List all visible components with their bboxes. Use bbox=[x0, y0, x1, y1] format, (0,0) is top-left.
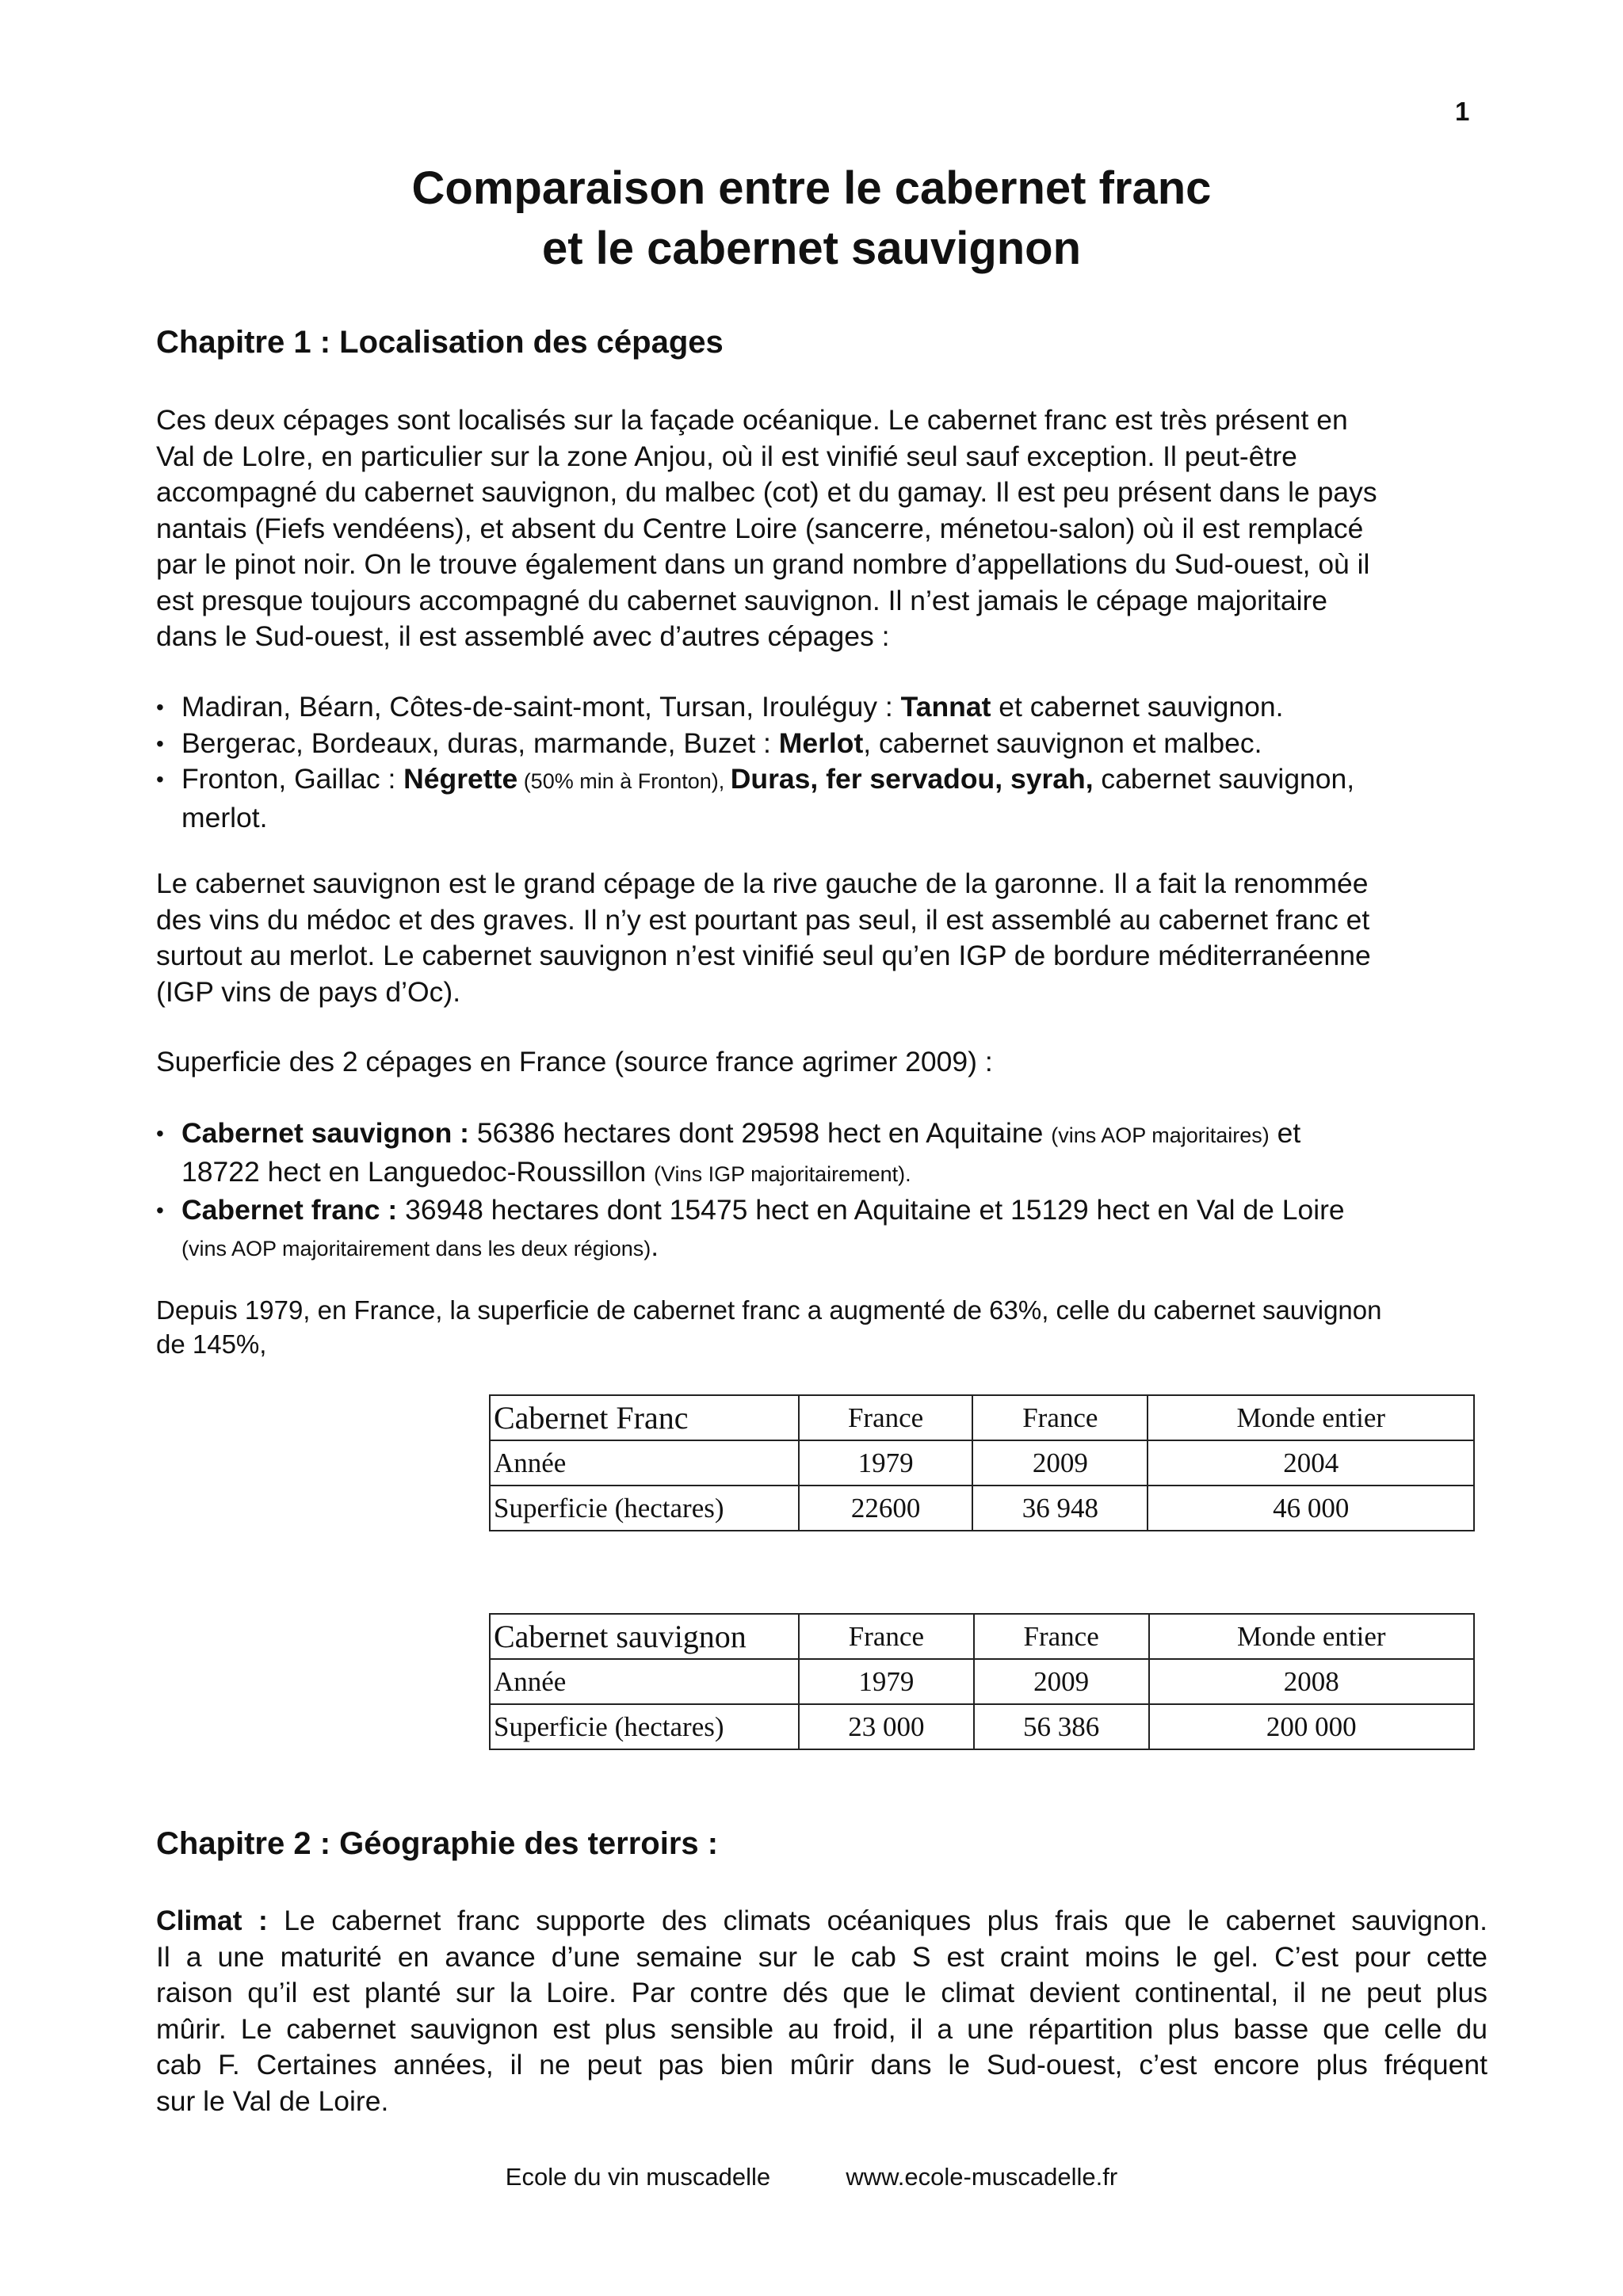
table-cell: 2009 bbox=[972, 1440, 1148, 1486]
text-line: accompagné du cabernet sauvignon, du malbec (cot) et du gamay. Il est peu présent dans le pays bbox=[156, 476, 1377, 508]
table-cell: 56 386 bbox=[974, 1704, 1149, 1749]
climat-paragraph bbox=[156, 1903, 1487, 2119]
text-line: surtout au merlot. Le cabernet sauvignon n’est vinifié seul qu’en IGP de bordure méditerranéenne bbox=[156, 940, 1371, 971]
footer-school: Ecole du vin muscadelle bbox=[505, 2163, 771, 2191]
table-cell: 2009 bbox=[974, 1659, 1149, 1704]
table-header-row bbox=[490, 1614, 1474, 1659]
chapter-2-heading: Chapitre 2 : Géographie des terroirs : bbox=[156, 1826, 719, 1861]
table-row bbox=[490, 1486, 1474, 1531]
page-footer bbox=[0, 2163, 1623, 2191]
list-item: • Fronton, Gaillac : Négrette (50% min à Fronton), Duras, fer servadou, syrah, cabernet sauvignon, merlot. bbox=[156, 761, 1503, 836]
chapter-1-intro bbox=[156, 402, 1487, 655]
evolution-note bbox=[156, 1293, 1480, 1361]
list-item: • Bergerac, Bordeaux, duras, marmande, Buzet : Merlot, cabernet sauvignon et malbec. bbox=[156, 726, 1503, 762]
table-cell: 2004 bbox=[1148, 1440, 1474, 1486]
page-number: 1 bbox=[1455, 97, 1470, 126]
text-line: Val de LoIre, en particulier sur la zone Anjou, où il est vinifié seul sauf exception. Il peut-être bbox=[156, 440, 1297, 472]
rive-gauche-paragraph bbox=[156, 866, 1487, 1010]
table-cell: France bbox=[799, 1395, 972, 1440]
table-header-row bbox=[490, 1395, 1474, 1440]
text-line: est presque toujours accompagné du cabernet sauvignon. Il n’est jamais le cépage majoritaire bbox=[156, 584, 1328, 616]
list-item: • Cabernet sauvignon : 56386 hectares dont 29598 hect en Aquitaine (vins AOP majoritaires) et 18722 hect en Languedoc-Roussillon (Vins IGP majoritairement). bbox=[156, 1116, 1503, 1192]
text-line: par le pinot noir. On le trouve également dans un grand nombre d’appellations du Sud-ouest, où il bbox=[156, 548, 1370, 580]
climat-label: Climat : bbox=[156, 1905, 268, 1936]
table-cell: France bbox=[799, 1614, 974, 1659]
table-cell: 1979 bbox=[799, 1440, 972, 1486]
table-cell: Monde entier bbox=[1149, 1614, 1475, 1659]
table-cell: France bbox=[974, 1614, 1149, 1659]
chapter-1-heading: Chapitre 1 : Localisation des cépages bbox=[156, 325, 724, 360]
cabernet-franc-table bbox=[489, 1394, 1475, 1531]
cabernet-sauvignon-table bbox=[489, 1613, 1475, 1750]
table-cell: 1979 bbox=[799, 1659, 974, 1704]
title-line-1: Comparaison entre le cabernet franc bbox=[411, 162, 1212, 214]
text-line: de 145%, bbox=[156, 1329, 267, 1359]
list-item: • Cabernet franc : 36948 hectares dont 15475 hect en Aquitaine et 15129 hect en Val de Loire (vins AOP majoritairement dans les deux régions). bbox=[156, 1192, 1503, 1267]
table-cell: Monde entier bbox=[1148, 1395, 1474, 1440]
table-cell: Année bbox=[490, 1440, 799, 1486]
table-cell: 200 000 bbox=[1149, 1704, 1475, 1749]
text-line: mûrir. Le cabernet sauvignon est plus sensible au froid, il a une répartition plus basse que celle du bbox=[156, 2012, 1487, 2045]
text-line: Il a une maturité en avance d’une semaine sur le cab S est craint moins le gel. C’est pour cette bbox=[156, 1940, 1487, 1973]
table-row bbox=[490, 1440, 1474, 1486]
text-line: Climat : Le cabernet franc supporte des climats océaniques plus frais que le cabernet sauvignon. bbox=[156, 1905, 1488, 1936]
table-cell: 2008 bbox=[1149, 1659, 1475, 1704]
list-item: • Madiran, Béarn, Côtes-de-saint-mont, Tursan, Irouléguy : Tannat et cabernet sauvignon. bbox=[156, 689, 1503, 726]
title-line-2: et le cabernet sauvignon bbox=[541, 223, 1082, 274]
text-line: sur le Val de Loire. bbox=[156, 2084, 389, 2117]
table-cell: Cabernet Franc bbox=[490, 1395, 799, 1440]
text-line: (IGP vins de pays d’Oc). bbox=[156, 975, 461, 1008]
table-cell: France bbox=[972, 1395, 1148, 1440]
table-cell: Superficie (hectares) bbox=[490, 1486, 799, 1531]
table-cell: Superficie (hectares) bbox=[490, 1704, 799, 1749]
text-line: cab F. Certaines années, il ne peut pas bien mûrir dans le Sud-ouest, c’est encore plus fréquent bbox=[156, 2049, 1487, 2081]
document-title bbox=[0, 158, 1623, 279]
text-line: dans le Sud-ouest, il est assemblé avec d’autres cépages : bbox=[156, 620, 890, 652]
text-line: nantais (Fiefs vendéens), et absent du Centre Loire (sancerre, ménetou-salon) où il est remplacé bbox=[156, 512, 1364, 544]
surface-list bbox=[156, 1116, 1503, 1267]
table-row bbox=[490, 1704, 1474, 1749]
table-row bbox=[490, 1659, 1474, 1704]
table-cell: Cabernet sauvignon bbox=[490, 1614, 799, 1659]
text-line: raison qu’il est planté sur la Loire. Par contre dés que le climat devient continental, il ne peut plus bbox=[156, 1977, 1487, 2008]
table-cell: 22600 bbox=[799, 1486, 972, 1531]
text-line: des vins du médoc et des graves. Il n’y est pourtant pas seul, il est assemblé au cabernet franc et bbox=[156, 903, 1370, 936]
blend-list bbox=[156, 689, 1503, 836]
text-line: Depuis 1979, en France, la superficie de cabernet franc a augmenté de 63%, celle du cabernet sauvignon bbox=[156, 1295, 1382, 1325]
table-cell: 23 000 bbox=[799, 1704, 974, 1749]
surface-intro: Superficie des 2 cépages en France (source france agrimer 2009) : bbox=[156, 1046, 993, 1077]
text-line: Ces deux cépages sont localisés sur la façade océanique. Le cabernet franc est très présent en bbox=[156, 404, 1348, 436]
table-cell: 36 948 bbox=[972, 1486, 1148, 1531]
footer-website: www.ecole-muscadelle.fr bbox=[846, 2163, 1118, 2191]
table-cell: Année bbox=[490, 1659, 799, 1704]
text-line: Le cabernet sauvignon est le grand cépage de la rive gauche de la garonne. Il a fait la renommée bbox=[156, 868, 1369, 899]
table-cell: 46 000 bbox=[1148, 1486, 1474, 1531]
